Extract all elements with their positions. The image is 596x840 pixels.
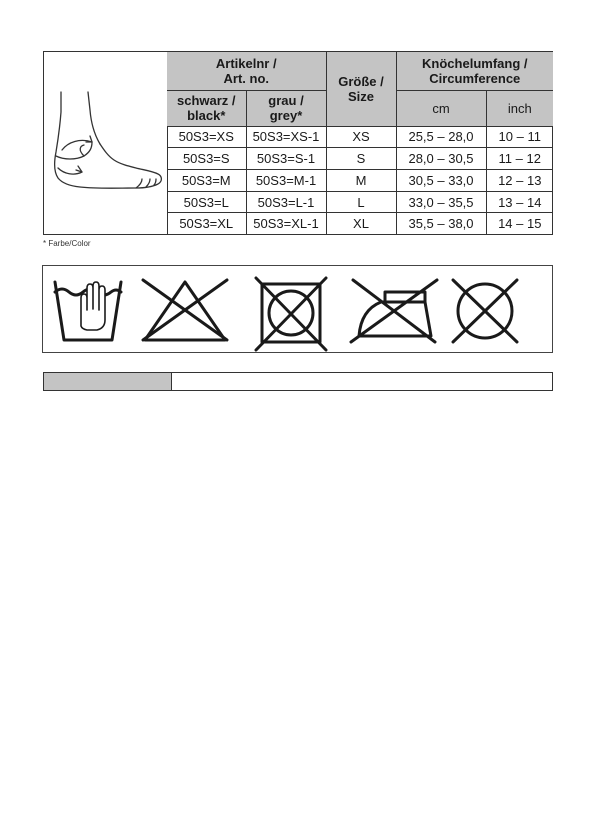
cell-black: 50S3=XS <box>167 126 246 148</box>
cell-grey: 50S3=L-1 <box>246 191 326 213</box>
header-cm: cm <box>396 90 486 126</box>
cell-inch: 13 – 14 <box>486 191 553 213</box>
footnote-color: * Farbe/Color <box>43 239 91 248</box>
cell-inch: 11 – 12 <box>486 148 553 170</box>
cell-grey: 50S3=S-1 <box>246 148 326 170</box>
header-size: Größe / Size <box>326 52 396 126</box>
foot-illustration-cell <box>44 52 168 234</box>
table-row <box>167 213 553 234</box>
do-not-tumble-dry-icon <box>252 276 330 352</box>
cell-size: M <box>326 169 396 191</box>
cell-size: S <box>326 148 396 170</box>
cell-size: XS <box>326 126 396 148</box>
size-chart <box>43 51 553 235</box>
header-grey: grau / grey* <box>246 90 326 126</box>
header-black: schwarz / black* <box>167 90 246 126</box>
header-article-number: Artikelnr / Art. no. <box>167 52 326 90</box>
do-not-bleach-icon <box>137 276 233 344</box>
cell-black: 50S3=XL <box>167 213 246 234</box>
ankle-foot-icon <box>48 90 164 200</box>
cell-size: XL <box>326 213 396 234</box>
cell-grey: 50S3=M-1 <box>246 169 326 191</box>
hand-wash-icon <box>51 276 125 344</box>
do-not-dry-clean-icon <box>445 276 525 346</box>
table-row <box>167 191 553 213</box>
cell-black: 50S3=S <box>167 148 246 170</box>
bar-grey-label-cell <box>44 373 172 390</box>
cell-inch: 14 – 15 <box>486 213 553 234</box>
size-table <box>167 52 553 234</box>
cell-size: L <box>326 191 396 213</box>
table-row <box>167 169 553 191</box>
table-row <box>167 148 553 170</box>
cell-grey: 50S3=XL-1 <box>246 213 326 234</box>
cell-cm: 33,0 – 35,5 <box>396 191 486 213</box>
cell-cm: 28,0 – 30,5 <box>396 148 486 170</box>
header-inch: inch <box>486 90 553 126</box>
care-symbols <box>42 265 553 353</box>
cell-inch: 10 – 11 <box>486 126 553 148</box>
cell-grey: 50S3=XS-1 <box>246 126 326 148</box>
cell-cm: 35,5 – 38,0 <box>396 213 486 234</box>
table-row <box>167 126 553 148</box>
cell-cm: 30,5 – 33,0 <box>396 169 486 191</box>
header-circumference: Knöchelumfang / Circumference <box>396 52 553 90</box>
do-not-iron-icon <box>345 276 441 344</box>
cell-cm: 25,5 – 28,0 <box>396 126 486 148</box>
cell-black: 50S3=L <box>167 191 246 213</box>
blank-info-bar <box>43 372 553 391</box>
cell-black: 50S3=M <box>167 169 246 191</box>
cell-inch: 12 – 13 <box>486 169 553 191</box>
